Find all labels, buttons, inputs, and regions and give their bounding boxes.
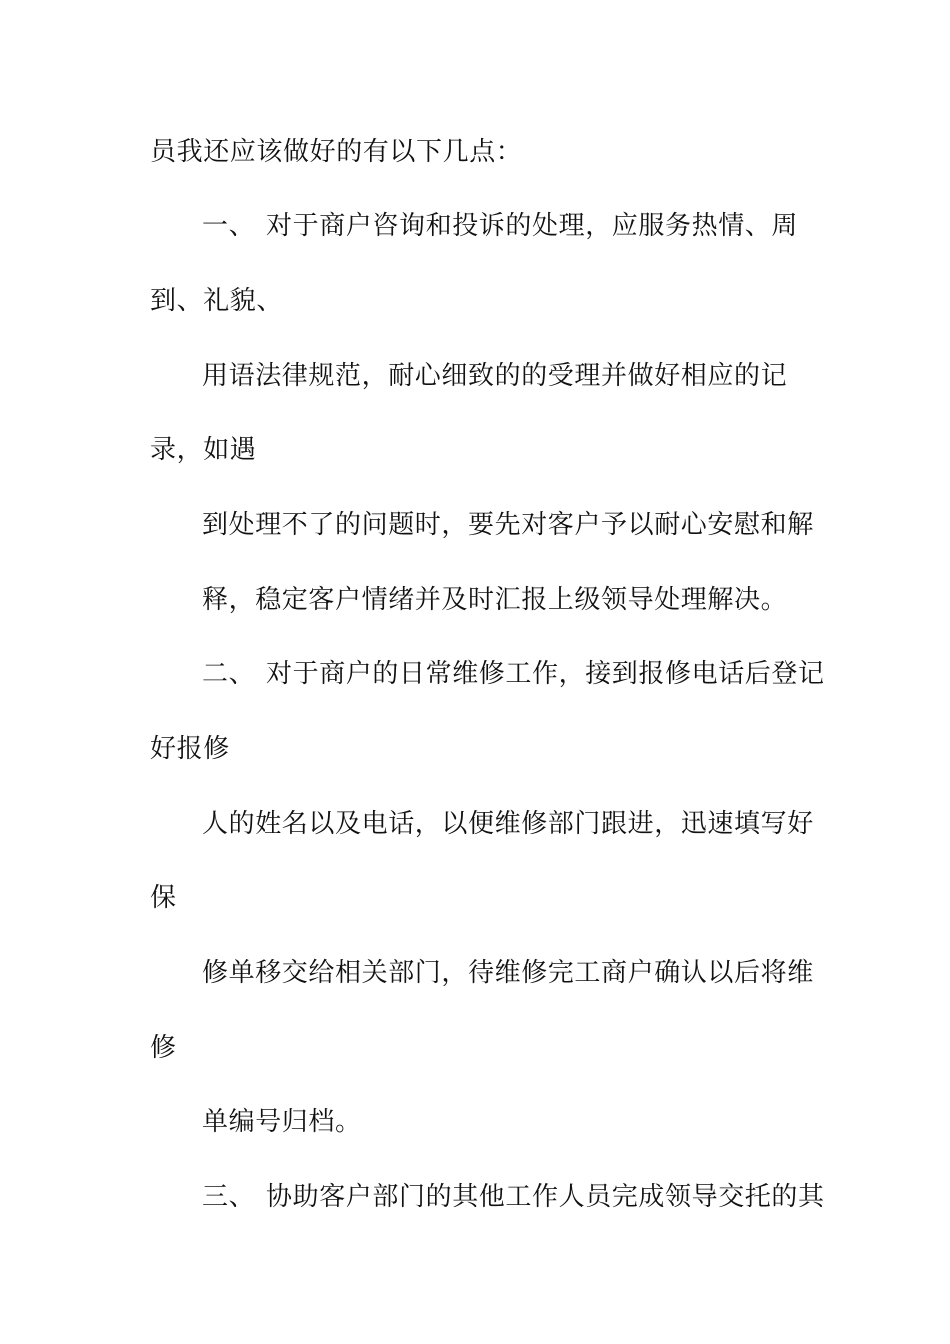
text-line: 修单移交给相关部门，待维修完工商户确认以后将维: [202, 958, 814, 988]
list-item-3: 三、 协助客户部门的其他工作人员完成领导交托的其: [202, 1182, 825, 1212]
text-line: 保: [150, 883, 177, 913]
text-line: 用语法律规范，耐心细致的的受理并做好相应的记: [202, 361, 788, 391]
list-item-1: 一、 对于商户咨询和投诉的处理，应服务热情、周: [202, 211, 799, 241]
list-marker: 一、: [202, 211, 256, 241]
list-marker: 二、: [202, 659, 256, 689]
text-line: 修: [150, 1033, 177, 1063]
text-line: 单编号归档。: [202, 1107, 362, 1137]
list-item-2: 二、 对于商户的日常维修工作，接到报修电话后登记: [202, 659, 825, 689]
text-line: 员我还应该做好的有以下几点：: [150, 137, 523, 167]
text-line: 到、礼貌、: [150, 286, 284, 316]
text-line: 录，如遇: [150, 435, 257, 465]
text-line: 到处理不了的问题时，要先对客户予以耐心安慰和解: [202, 510, 814, 540]
text-line: 好报修: [150, 734, 230, 764]
list-marker: 三、: [202, 1182, 256, 1212]
text-line: 释，稳定客户情绪并及时汇报上级领导处理解决。: [202, 585, 788, 615]
text-line: 人的姓名以及电话，以便维修部门跟进，迅速填写好: [202, 809, 814, 839]
